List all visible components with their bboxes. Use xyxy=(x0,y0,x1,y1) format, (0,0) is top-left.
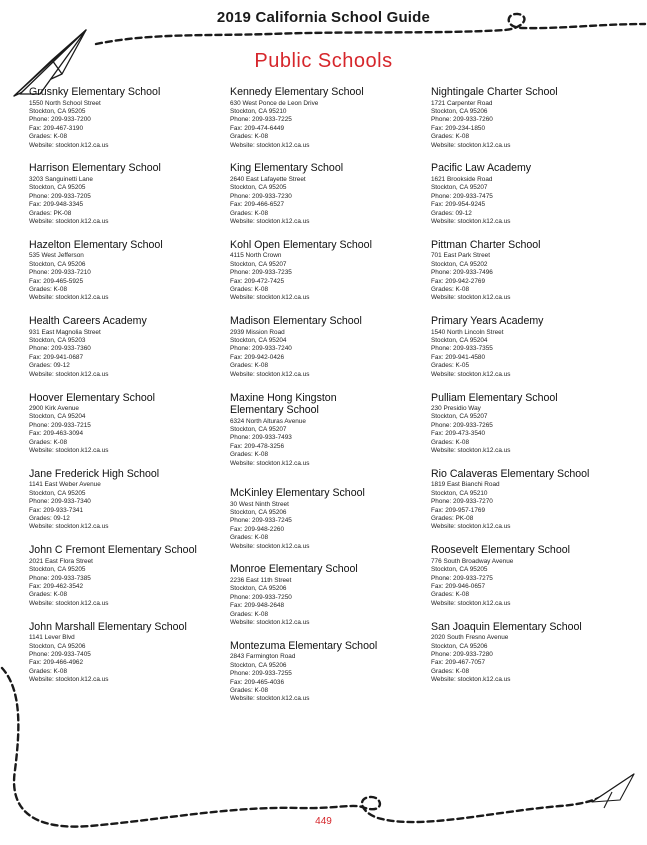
school-fax: Fax: 209-234-1850 xyxy=(431,124,486,132)
school-phone: Phone: 209-933-7205 xyxy=(29,192,91,200)
school-grades: Grades: K-08 xyxy=(431,438,470,446)
school-grades: Grades: K-08 xyxy=(431,667,470,675)
school-website[interactable]: Website: stockton.k12.ca.us xyxy=(431,447,511,455)
school-phone: Phone: 209-933-7210 xyxy=(29,269,91,277)
school-name: Health Careers Academy xyxy=(29,315,147,328)
school-phone: Phone: 209-933-7200 xyxy=(29,116,91,124)
school-address: 1141 East Weber Avenue xyxy=(29,481,101,489)
school-address: 630 West Ponce de Leon Drive xyxy=(230,99,319,107)
school-phone: Phone: 209-933-7230 xyxy=(230,192,292,200)
school-fax: Fax: 209-954-9245 xyxy=(431,201,486,209)
school-address: 2640 East Lafayette Street xyxy=(230,175,306,183)
school-fax: Fax: 209-942-2769 xyxy=(431,277,486,285)
school-website[interactable]: Website: stockton.k12.ca.us xyxy=(230,618,310,626)
school-fax: Fax: 209-957-1769 xyxy=(431,506,486,514)
school-city: Stockton, CA 95206 xyxy=(230,585,287,593)
school-fax: Fax: 209-467-3190 xyxy=(29,124,84,132)
school-website[interactable]: Website: stockton.k12.ca.us xyxy=(29,370,109,378)
school-address: 2236 East 11th Street xyxy=(230,576,292,584)
school-fax: Fax: 209-465-5925 xyxy=(29,277,84,285)
school-name: McKinley Elementary School xyxy=(230,487,365,500)
school-fax: Fax: 209-473-3540 xyxy=(431,430,486,438)
school-fax: Fax: 209-466-6527 xyxy=(230,201,285,209)
school-city: Stockton, CA 95205 xyxy=(29,566,86,574)
school-entry xyxy=(230,563,430,639)
school-name: Pittman Charter School xyxy=(431,238,541,251)
school-city: Stockton, CA 95205 xyxy=(29,184,86,192)
school-city: Stockton, CA 95205 xyxy=(431,566,488,574)
school-entry xyxy=(230,392,430,488)
school-grades: Grades: K-08 xyxy=(431,285,470,293)
school-grades: Grades: 09-12 xyxy=(431,209,472,217)
school-city: Stockton, CA 95210 xyxy=(431,489,488,497)
school-fax: Fax: 209-462-3542 xyxy=(29,583,84,591)
school-website[interactable]: Website: stockton.k12.ca.us xyxy=(230,542,310,550)
school-entry xyxy=(230,162,430,238)
school-grades: Grades: K-08 xyxy=(230,285,269,293)
section-title: Public Schools xyxy=(254,50,393,72)
school-grades: Grades: 09-12 xyxy=(29,515,70,523)
school-address: 2939 Mission Road xyxy=(230,328,285,336)
column-3 xyxy=(431,86,631,697)
school-listing xyxy=(29,86,629,726)
school-city: Stockton, CA 95204 xyxy=(230,337,287,345)
school-phone: Phone: 209-933-7275 xyxy=(431,574,493,582)
school-fax: Fax: 209-942-0426 xyxy=(230,353,285,361)
school-entry xyxy=(431,239,631,315)
paper-airplane-icon xyxy=(592,774,634,808)
school-city: Stockton, CA 95205 xyxy=(29,107,86,115)
school-website[interactable]: Website: stockton.k12.ca.us xyxy=(230,459,310,467)
school-name: Maxine Hong Kingston Elementary School xyxy=(230,391,337,417)
school-fax: Fax: 209-948-2260 xyxy=(230,525,285,533)
school-phone: Phone: 209-933-7360 xyxy=(29,345,91,353)
school-fax: Fax: 209-466-4962 xyxy=(29,659,84,667)
school-grades: Grades: K-08 xyxy=(230,362,269,370)
school-address: 1540 North Lincoln Street xyxy=(431,328,504,336)
school-phone: Phone: 209-933-7235 xyxy=(230,269,292,277)
school-entry xyxy=(431,621,631,697)
school-address: 1621 Brookside Road xyxy=(431,175,493,183)
school-name: Madison Elementary School xyxy=(230,315,362,328)
school-fax: Fax: 209-472-7425 xyxy=(230,277,285,285)
school-phone: Phone: 209-933-7215 xyxy=(29,421,91,429)
school-fax: Fax: 209-948-3345 xyxy=(29,201,84,209)
school-entry xyxy=(431,315,631,391)
school-grades: Grades: K-08 xyxy=(29,285,68,293)
school-address: 701 East Park Street xyxy=(431,252,490,260)
school-address: 3203 Sanguinetti Lane xyxy=(29,175,93,183)
school-entry xyxy=(431,162,631,238)
school-grades: Grades: K-08 xyxy=(230,451,269,459)
school-name: Pulliam Elementary School xyxy=(431,391,558,404)
school-name: John C Fremont Elementary School xyxy=(29,544,197,557)
school-name: Jane Frederick High School xyxy=(29,467,160,480)
school-website[interactable]: Website: stockton.k12.ca.us xyxy=(230,217,310,225)
school-fax: Fax: 209-946-0657 xyxy=(431,583,486,591)
school-entry xyxy=(230,640,430,716)
school-city: Stockton, CA 95210 xyxy=(230,107,287,115)
school-fax: Fax: 209-948-2648 xyxy=(230,602,285,610)
school-address: 1819 East Bianchi Road xyxy=(431,481,500,489)
school-website[interactable]: Website: stockton.k12.ca.us xyxy=(29,599,109,607)
school-name: Pacific Law Academy xyxy=(431,162,532,175)
school-address: 1721 Carpenter Road xyxy=(431,99,493,107)
school-city: Stockton, CA 95205 xyxy=(230,184,287,192)
school-entry xyxy=(230,86,430,162)
school-phone: Phone: 209-933-7270 xyxy=(431,498,493,506)
school-entry xyxy=(29,621,229,697)
school-website[interactable]: Website: stockton.k12.ca.us xyxy=(431,370,511,378)
school-phone: Phone: 209-933-7355 xyxy=(431,345,493,353)
school-city: Stockton, CA 95203 xyxy=(29,337,86,345)
school-entry xyxy=(29,162,229,238)
school-entry xyxy=(29,239,229,315)
school-website[interactable]: Website: stockton.k12.ca.us xyxy=(431,676,511,684)
school-phone: Phone: 209-933-7240 xyxy=(230,345,292,353)
school-fax: Fax: 209-465-4036 xyxy=(230,678,285,686)
school-address: 1550 North School Street xyxy=(29,99,101,107)
school-website[interactable]: Website: stockton.k12.ca.us xyxy=(29,141,109,149)
school-entry xyxy=(29,468,229,544)
school-grades: Grades: K-08 xyxy=(230,209,269,217)
school-website[interactable]: Website: stockton.k12.ca.us xyxy=(29,523,109,531)
school-website[interactable]: Website: stockton.k12.ca.us xyxy=(230,695,310,703)
school-grades: Grades: K-08 xyxy=(230,686,269,694)
school-phone: Phone: 209-933-7496 xyxy=(431,269,493,277)
school-address: 2843 Farmington Road xyxy=(230,653,296,661)
school-phone: Phone: 209-933-7475 xyxy=(431,192,493,200)
school-entry xyxy=(230,239,430,315)
school-city: Stockton, CA 95207 xyxy=(230,425,287,433)
school-phone: Phone: 209-933-7340 xyxy=(29,498,91,506)
school-phone: Phone: 209-933-7405 xyxy=(29,651,91,659)
school-entry xyxy=(431,86,631,162)
school-entry xyxy=(29,392,229,468)
school-grades: Grades: PK-08 xyxy=(29,209,72,217)
school-name: Kohl Open Elementary School xyxy=(230,238,372,251)
school-name: Primary Years Academy xyxy=(431,315,544,328)
page-number: 449 xyxy=(315,816,332,827)
school-entry xyxy=(29,315,229,391)
school-name: John Marshall Elementary School xyxy=(29,620,187,633)
school-name: Montezuma Elementary School xyxy=(230,639,378,652)
school-grades: Grades: K-08 xyxy=(29,438,68,446)
school-grades: Grades: PK-08 xyxy=(431,515,474,523)
school-grades: Grades: K-08 xyxy=(431,591,470,599)
school-entry xyxy=(431,468,631,544)
school-city: Stockton, CA 95206 xyxy=(431,107,488,115)
school-phone: Phone: 209-933-7265 xyxy=(431,421,493,429)
school-address: 4115 North Crown xyxy=(230,252,282,260)
school-city: Stockton, CA 95206 xyxy=(431,642,488,650)
school-entry xyxy=(230,487,430,563)
school-website[interactable]: Website: stockton.k12.ca.us xyxy=(230,370,310,378)
school-website[interactable]: Website: stockton.k12.ca.us xyxy=(431,599,511,607)
school-address: 230 Presidio Way xyxy=(431,405,481,413)
school-grades: Grades: K-08 xyxy=(431,133,470,141)
school-name: Hazelton Elementary School xyxy=(29,238,163,251)
school-phone: Phone: 209-933-7493 xyxy=(230,434,292,442)
school-website[interactable]: Website: stockton.k12.ca.us xyxy=(29,676,109,684)
school-website[interactable]: Website: stockton.k12.ca.us xyxy=(29,294,109,302)
page-header-title: 2019 California School Guide xyxy=(216,9,431,26)
school-name: Nightingale Charter School xyxy=(431,86,558,98)
school-city: Stockton, CA 95206 xyxy=(230,508,287,516)
school-name: Hoover Elementary School xyxy=(29,391,156,404)
school-city: Stockton, CA 95204 xyxy=(29,413,86,421)
school-address: 931 East Magnolia Street xyxy=(29,328,101,336)
school-fax: Fax: 209-478-3256 xyxy=(230,442,285,450)
school-name: Kennedy Elementary School xyxy=(230,86,364,98)
school-address: 6324 North Alturas Avenue xyxy=(230,417,306,425)
school-website[interactable]: Website: stockton.k12.ca.us xyxy=(431,141,511,149)
school-phone: Phone: 209-933-7260 xyxy=(431,116,493,124)
school-city: Stockton, CA 95207 xyxy=(230,260,287,268)
school-name: San Joaquin Elementary School xyxy=(431,620,582,633)
school-fax: Fax: 209-467-7057 xyxy=(431,659,486,667)
school-city: Stockton, CA 95204 xyxy=(431,337,488,345)
school-name: Monroe Elementary School xyxy=(230,563,358,576)
school-entry xyxy=(29,544,229,620)
school-entry xyxy=(431,544,631,620)
school-city: Stockton, CA 95205 xyxy=(29,489,86,497)
school-entry xyxy=(431,392,631,468)
school-city: Stockton, CA 95207 xyxy=(431,413,488,421)
school-fax: Fax: 209-941-4580 xyxy=(431,353,486,361)
school-grades: Grades: 09-12 xyxy=(29,362,70,370)
school-address: 1141 Lever Blvd xyxy=(29,634,75,642)
school-website[interactable]: Website: stockton.k12.ca.us xyxy=(29,447,109,455)
school-grades: Grades: K-05 xyxy=(431,362,470,370)
school-address: 2021 East Flora Street xyxy=(29,557,93,565)
school-grades: Grades: K-08 xyxy=(230,534,269,542)
school-city: Stockton, CA 95206 xyxy=(29,260,86,268)
school-city: Stockton, CA 95206 xyxy=(29,642,86,650)
school-name: King Elementary School xyxy=(230,162,344,175)
school-grades: Grades: K-08 xyxy=(29,591,68,599)
school-grades: Grades: K-08 xyxy=(230,610,269,618)
school-website[interactable]: Website: stockton.k12.ca.us xyxy=(431,217,511,225)
school-address: 2900 Kirk Avenue xyxy=(29,405,79,413)
column-2 xyxy=(230,86,430,716)
school-city: Stockton, CA 95207 xyxy=(431,184,488,192)
school-name: Rio Calaveras Elementary School xyxy=(431,467,590,480)
school-name: Grusnky Elementary School xyxy=(29,86,161,98)
school-phone: Phone: 209-933-7225 xyxy=(230,116,292,124)
school-grades: Grades: K-08 xyxy=(230,133,269,141)
school-fax: Fax: 209-463-3094 xyxy=(29,430,84,438)
school-phone: Phone: 209-933-7280 xyxy=(431,651,493,659)
school-website[interactable]: Website: stockton.k12.ca.us xyxy=(431,294,511,302)
school-website[interactable]: Website: stockton.k12.ca.us xyxy=(230,141,310,149)
school-name: Harrison Elementary School xyxy=(29,162,161,175)
school-address: 2020 South Fresno Avenue xyxy=(431,634,509,642)
school-address: 30 West Ninth Street xyxy=(230,500,289,508)
school-name: Roosevelt Elementary School xyxy=(431,544,570,557)
school-website[interactable]: Website: stockton.k12.ca.us xyxy=(431,523,511,531)
school-website[interactable]: Website: stockton.k12.ca.us xyxy=(29,217,109,225)
school-entry xyxy=(29,86,229,162)
school-entry xyxy=(230,315,430,391)
school-phone: Phone: 209-933-7385 xyxy=(29,574,91,582)
school-address: 776 South Broadway Avenue xyxy=(431,557,514,565)
school-city: Stockton, CA 95206 xyxy=(230,661,287,669)
school-fax: Fax: 209-474-6449 xyxy=(230,124,285,132)
school-fax: Fax: 209-941-0687 xyxy=(29,353,84,361)
school-address: 535 West Jefferson xyxy=(29,252,84,260)
column-1 xyxy=(29,86,229,697)
school-website[interactable]: Website: stockton.k12.ca.us xyxy=(230,294,310,302)
school-phone: Phone: 209-933-7245 xyxy=(230,517,292,525)
school-fax: Fax: 209-933-7341 xyxy=(29,506,84,514)
school-grades: Grades: K-08 xyxy=(29,667,68,675)
school-city: Stockton, CA 95202 xyxy=(431,260,488,268)
school-phone: Phone: 209-933-7255 xyxy=(230,670,292,678)
school-grades: Grades: K-08 xyxy=(29,133,68,141)
school-phone: Phone: 209-933-7250 xyxy=(230,593,292,601)
